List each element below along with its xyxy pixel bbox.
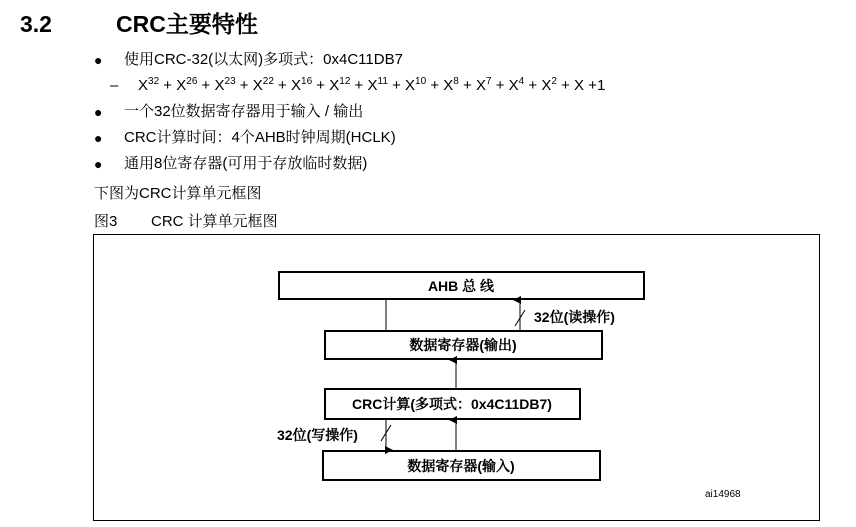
term-exponent: 10 (415, 76, 427, 87)
figure-caption (94, 210, 278, 231)
term-base: X (329, 77, 340, 94)
bullet-icon: ● (94, 130, 103, 146)
term-exponent: 22 (262, 76, 274, 87)
term-exponent: 32 (148, 76, 160, 87)
term-base: X (443, 77, 454, 94)
polynomial-term (138, 77, 159, 94)
term-exponent: 7 (485, 76, 492, 87)
term-base: X (475, 77, 486, 94)
term-base: X (252, 77, 263, 94)
figure-id-label: ai14968 (705, 489, 741, 500)
crc-block-diagram (94, 235, 819, 520)
list-item (94, 126, 605, 152)
polynomial-expression: $X^{32} + X^{26} + X^{23} + X^{22} + X^{16} + X^{12} + X^{11} + X^{10} + X^8 + X^7 + X^4 + X^2 + X +1$ (138, 76, 606, 94)
polynomial-term (541, 77, 557, 94)
dash-icon: – (110, 77, 119, 94)
data-register-output-label: 数据寄存器(输出) (409, 337, 517, 353)
term-base: X (508, 77, 519, 94)
polynomial-line (94, 74, 605, 100)
ahb-bus-label: AHB 总 线 (427, 278, 495, 294)
term-base: X (291, 77, 302, 94)
read-op-label: 32位(读操作) (534, 309, 615, 325)
term-base: X (405, 77, 416, 94)
figure-frame (93, 234, 820, 521)
feature-text: 一个32位数据寄存器用于输入 / 输出 (124, 103, 364, 120)
term-exponent: 2 (551, 76, 557, 87)
term-base: X (367, 77, 378, 94)
feature-text: 使用CRC-32(以太网)多项式：0x4C11DB7 (124, 51, 403, 68)
list-item (94, 100, 605, 126)
term-base: X (541, 77, 552, 94)
polynomial-term (215, 77, 236, 94)
polynomial-term (291, 77, 312, 94)
bullet-icon: ● (94, 156, 103, 172)
polynomial-term (176, 77, 197, 94)
feature-text: 通用8位寄存器(可用于存放临时数据) (124, 155, 368, 172)
list-item (94, 48, 605, 74)
figure-title: CRC 计算单元框图 (151, 213, 278, 230)
term-base: X (214, 77, 225, 94)
bullet-icon: ● (94, 104, 103, 120)
polynomial-term (329, 77, 350, 94)
term-exponent: 12 (339, 76, 351, 87)
data-register-input-label: 数据寄存器(输入) (407, 458, 515, 474)
section-title: CRC主要特性 (116, 11, 258, 37)
term-exponent: 8 (453, 76, 459, 87)
term-exponent: 16 (301, 76, 313, 87)
feature-text: CRC计算时间：4个AHB时钟周期(HCLK) (124, 129, 396, 146)
polynomial-term (368, 77, 388, 94)
bullet-icon: ● (94, 52, 103, 68)
polynomial-term (253, 77, 274, 94)
term-base: X (176, 77, 187, 94)
polynomial-term (443, 77, 459, 94)
crc-compute-label: CRC计算(多项式：0x4C11DB7) (352, 396, 552, 412)
term-base: X (138, 77, 149, 94)
polynomial-term (405, 77, 426, 94)
term-exponent: 4 (518, 76, 525, 87)
list-item (94, 152, 605, 178)
term-exponent: 26 (186, 76, 198, 87)
write-op-label: 32位(写操作) (277, 427, 358, 443)
polynomial-tail: X +1 (574, 77, 606, 94)
section-number: 3.2 (20, 11, 52, 37)
term-exponent: 11 (377, 76, 388, 87)
polynomial-term (476, 77, 492, 94)
feature-list (94, 48, 605, 178)
section-heading (20, 6, 258, 39)
polynomial-term (509, 77, 525, 94)
term-exponent: 23 (224, 76, 236, 87)
figure-label: 图3 (94, 213, 118, 230)
intro-text: 下图为CRC计算单元框图 (94, 185, 262, 202)
